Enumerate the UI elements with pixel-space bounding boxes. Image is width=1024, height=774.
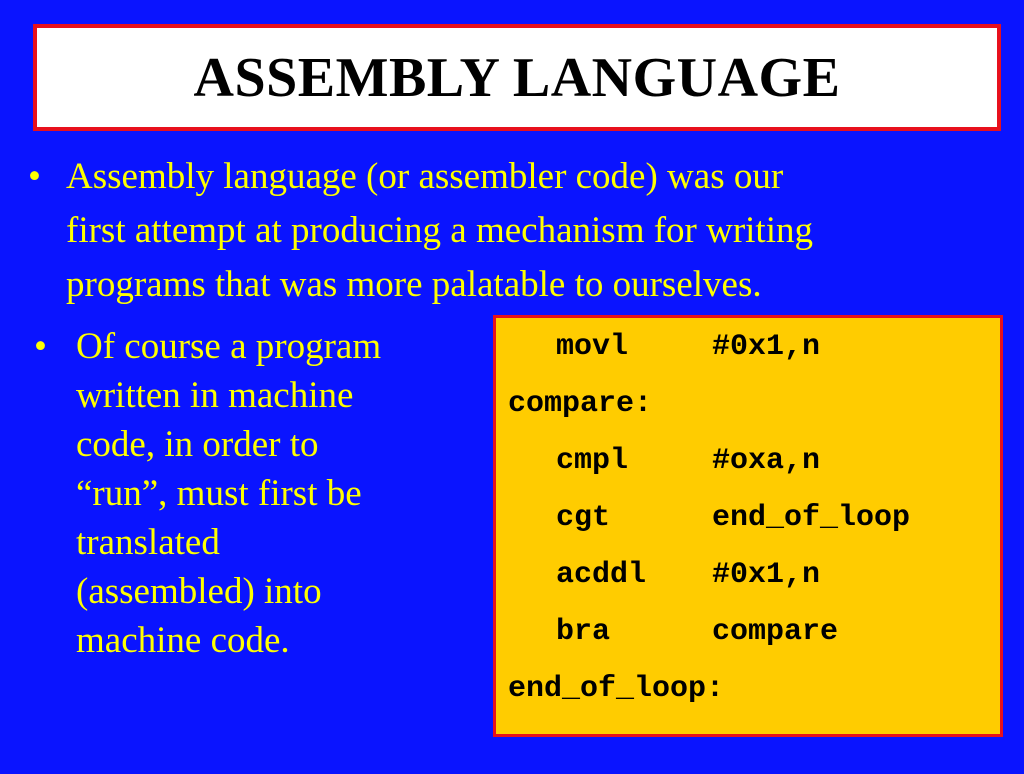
code-label: end_of_loop: [508,672,725,706]
bullet-1-line-3: programs that was more palatable to ourselves. [66,264,762,305]
bullet-2-line-6: (assembled) into [76,571,322,612]
bullet-2-line-5: translated [76,522,220,563]
bullet-2-line-1: Of course a program [76,326,382,367]
bullet-1-line-1: Assembly language (or assembler code) was our [66,156,784,197]
code-mnemonic: movl [556,330,629,364]
bullet-2-line-2: written in machine [76,375,354,416]
bullet-marker: • [28,156,41,197]
bullet-marker: • [34,326,47,367]
code-operand: end_of_loop [712,501,911,535]
code-listing [493,315,1003,737]
bullet-2 [34,322,454,665]
bullet-2-line-4: “run”, must first be [76,473,362,514]
code-label: compare: [508,387,653,421]
code-line [496,672,725,774]
code-operand: #oxa,n [712,444,821,478]
code-operand: compare [712,615,839,649]
code-mnemonic: acddl [556,558,647,592]
title-box [33,24,1001,131]
code-operand: #0x1,n [712,558,821,592]
bullet-1 [28,150,1008,312]
code-mnemonic: bra [556,615,611,649]
bullet-2-line-7: machine code. [76,620,290,661]
slide-title: ASSEMBLY LANGUAGE [193,46,841,109]
bullet-2-line-3: code, in order to [76,424,319,465]
bullet-1-line-2: first attempt at producing a mechanism for writing [66,210,813,251]
code-mnemonic: cmpl [556,444,629,478]
code-operand: #0x1,n [712,330,821,364]
code-mnemonic: cgt [556,501,611,535]
